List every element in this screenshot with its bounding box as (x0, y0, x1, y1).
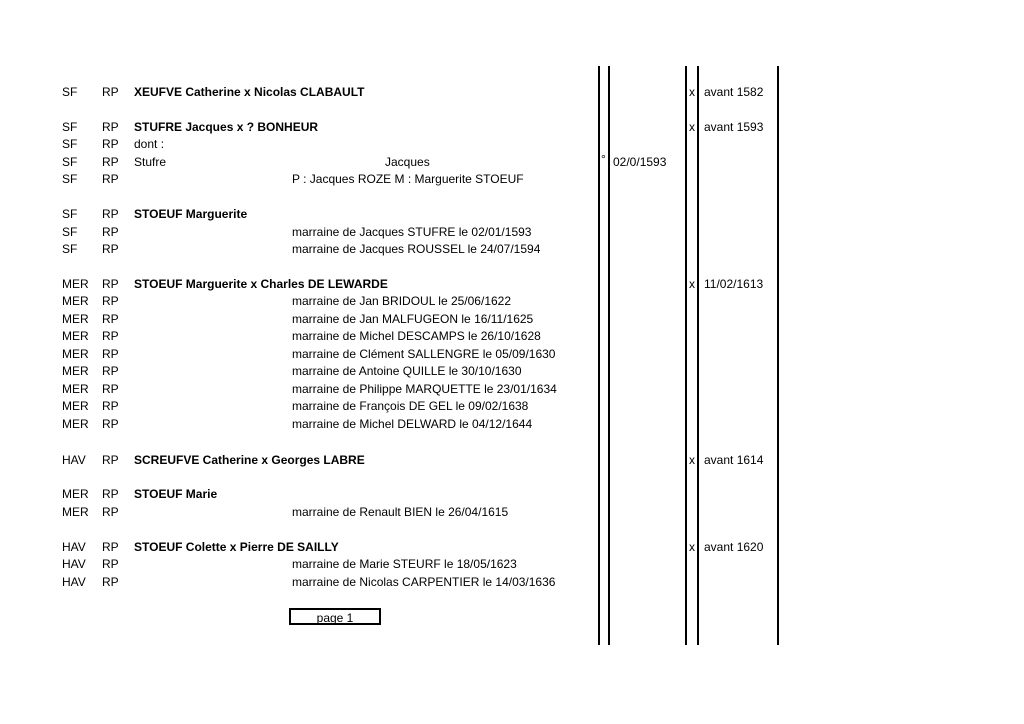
entry-heading (134, 486, 217, 503)
entry-detail: marraine de Michel DELWARD le 04/12/1644 (292, 417, 533, 431)
table-row (0, 293, 1024, 310)
entry-heading-text: STOEUF Marguerite x Charles DE LEWARDE (134, 277, 388, 291)
parish-code: HAV (62, 453, 86, 467)
marriage-mark: x (689, 540, 695, 554)
marriage-mark: x (689, 85, 695, 99)
entry-heading-text: STOEUF Colette x Pierre DE SAILLY (134, 540, 339, 554)
register-code: RP (102, 487, 119, 501)
table-row (0, 539, 1024, 556)
marriage-date: avant 1593 (704, 120, 764, 134)
entry-detail: marraine de François DE GEL le 09/02/1638 (292, 399, 529, 413)
entry-detail: marraine de Philippe MARQUETTE le 23/01/1634 (292, 382, 557, 396)
entry-detail: marraine de Michel DESCAMPS le 26/10/1628 (292, 329, 541, 343)
table-row (0, 119, 1024, 136)
entry-heading (134, 539, 339, 556)
table-row (0, 416, 1024, 433)
register-code: RP (102, 540, 119, 554)
parish-code: MER (62, 399, 89, 413)
entry-heading-text: SCREUFVE Catherine x Georges LABRE (134, 453, 365, 467)
parish-code: MER (62, 487, 89, 501)
entry-heading-text: STOEUF Marie (134, 487, 218, 501)
entry-detail: marraine de Jan BRIDOUL le 25/06/1622 (292, 294, 512, 308)
parish-code: SF (62, 155, 78, 169)
parish-code: SF (62, 137, 78, 151)
table-row (0, 363, 1024, 380)
register-code: RP (102, 137, 119, 151)
parish-code: MER (62, 312, 89, 326)
parish-code: SF (62, 242, 78, 256)
parish-code: MER (62, 277, 89, 291)
entry-heading-text: STUFRE Jacques x ? BONHEUR (134, 120, 319, 134)
register-code: RP (102, 242, 119, 256)
parish-code: HAV (62, 575, 86, 589)
birth-mark: ° (601, 152, 606, 166)
parish-code: SF (62, 172, 78, 186)
parish-code: MER (62, 294, 89, 308)
table-row (0, 328, 1024, 345)
register-code: RP (102, 347, 119, 361)
parish-code: SF (62, 120, 78, 134)
entry-text: dont : (134, 137, 165, 151)
entry-detail: marraine de Jacques STUFRE le 02/01/1593 (292, 225, 532, 239)
page-number-box (289, 608, 381, 625)
parish-code: HAV (62, 557, 86, 571)
register-code: RP (102, 329, 119, 343)
register-code: RP (102, 120, 119, 134)
table-row (0, 452, 1024, 469)
parish-code: SF (62, 207, 78, 221)
table-row (0, 346, 1024, 363)
parish-code: HAV (62, 540, 86, 554)
register-code: RP (102, 312, 119, 326)
entry-heading (134, 84, 364, 101)
register-code: RP (102, 277, 119, 291)
register-code: RP (102, 207, 119, 221)
register-code: RP (102, 557, 119, 571)
entry-heading-text: STOEUF Marguerite (134, 207, 248, 221)
table-row (0, 381, 1024, 398)
marriage-date: avant 1614 (704, 453, 764, 467)
table-row (0, 136, 1024, 153)
table-row (0, 398, 1024, 415)
register-code: RP (102, 382, 119, 396)
register-code: RP (102, 155, 119, 169)
marriage-mark: x (689, 120, 695, 134)
marriage-date: 11/02/1613 (704, 277, 764, 291)
given-name: Jacques (385, 155, 430, 169)
entry-detail: marraine de Jacques ROUSSEL le 24/07/1594 (292, 242, 541, 256)
parish-code: SF (62, 225, 78, 239)
parish-code: MER (62, 505, 89, 519)
table-row (0, 154, 1024, 171)
register-code: RP (102, 399, 119, 413)
marriage-date: avant 1620 (704, 540, 764, 554)
marriage-date: avant 1582 (704, 85, 764, 99)
register-code: RP (102, 172, 119, 186)
parish-code: MER (62, 417, 89, 431)
entry-heading (134, 276, 388, 293)
register-code: RP (102, 505, 119, 519)
entry-detail: marraine de Renault BIEN le 26/04/1615 (292, 505, 509, 519)
entry-detail: marraine de Clément SALLENGRE le 05/09/1630 (292, 347, 556, 361)
entry-heading (134, 119, 318, 136)
entry-heading-text: XEUFVE Catherine x Nicolas CLABAULT (134, 85, 365, 99)
table-row (0, 84, 1024, 101)
table-row (0, 556, 1024, 573)
register-code: RP (102, 225, 119, 239)
marriage-mark: x (689, 277, 695, 291)
table-row (0, 276, 1024, 293)
entry-detail: marraine de Antoine QUILLE le 30/10/1630 (292, 364, 522, 378)
entry-detail: marraine de Marie STEURF le 18/05/1623 (292, 557, 517, 571)
table-row (0, 574, 1024, 591)
entry-text: Stufre (134, 155, 167, 169)
parish-code: MER (62, 382, 89, 396)
entry-detail: P : Jacques ROZE M : Marguerite STOEUF (292, 172, 524, 186)
register-code: RP (102, 294, 119, 308)
entry-heading (134, 452, 365, 469)
register-code: RP (102, 364, 119, 378)
table-row (0, 504, 1024, 521)
entry-heading (134, 206, 247, 223)
table-row (0, 486, 1024, 503)
register-code: RP (102, 417, 119, 431)
register-code: RP (102, 85, 119, 99)
parish-code: MER (62, 364, 89, 378)
entry-detail: marraine de Jan MALFUGEON le 16/11/1625 (292, 312, 534, 326)
table-row (0, 224, 1024, 241)
parish-code: SF (62, 85, 78, 99)
table-row (0, 206, 1024, 223)
register-code: RP (102, 575, 119, 589)
birth-date: 02/0/1593 (613, 155, 667, 169)
entry-detail: marraine de Nicolas CARPENTIER le 14/03/1636 (292, 575, 556, 589)
page-label: page 1 (316, 611, 354, 625)
table-row (0, 241, 1024, 258)
table-row (0, 311, 1024, 328)
register-code: RP (102, 453, 119, 467)
parish-code: MER (62, 347, 89, 361)
parish-code: MER (62, 329, 89, 343)
marriage-mark: x (689, 453, 695, 467)
table-row (0, 171, 1024, 188)
